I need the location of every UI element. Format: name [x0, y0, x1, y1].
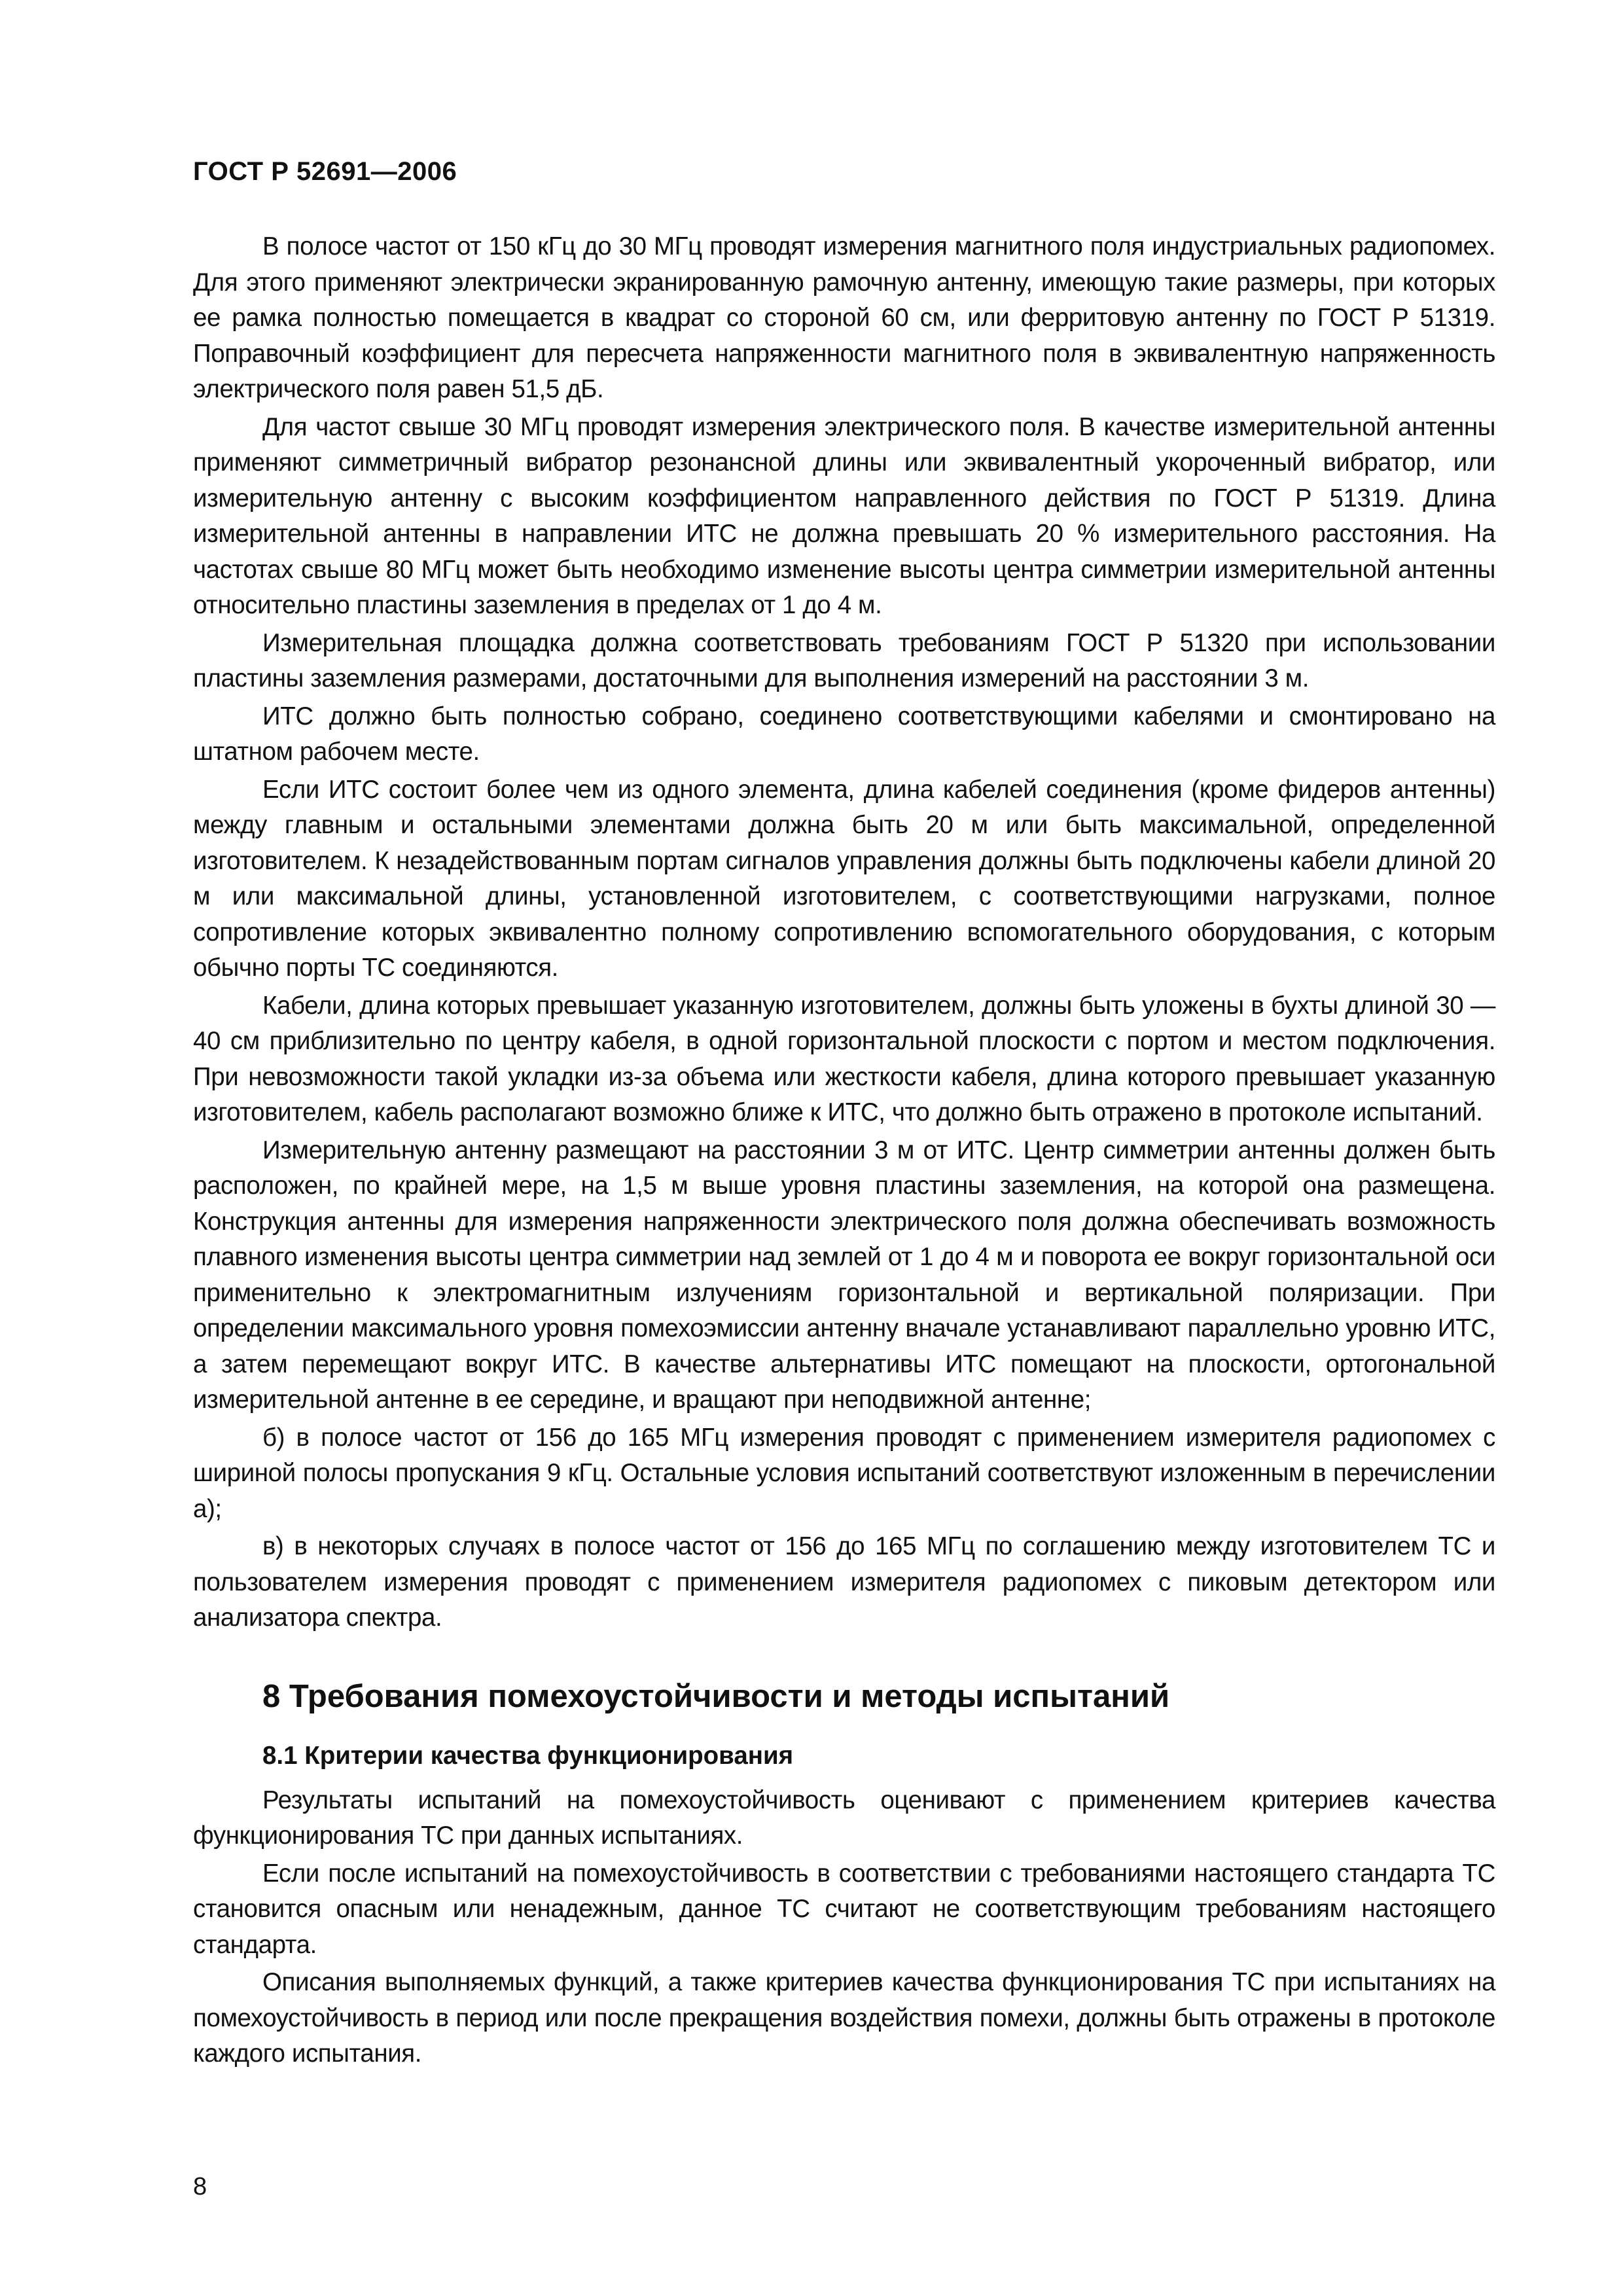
paragraph: Результаты испытаний на помехоустойчивость оценивают с применением критериев качества функционирования ТС при данных испытаниях.	[193, 1785, 1495, 1850]
list-item-v: в) в некоторых случаях в полосе частот от 156 до 165 МГц по соглашению между изготовителем ТС и пользователем измерения проводят с применением измерителя радиопомех с пиковым детектором или анализатора спектра.	[193, 1532, 1495, 1632]
paragraph: Измерительная площадка должна соответствовать требованиям ГОСТ Р 51320 при использовании пластины заземления размерами, достаточными для выполнения измерений на расстоянии 3 м.	[193, 628, 1495, 692]
paragraph: Если ИТС состоит более чем из одного элемента, длина кабелей соединения (кроме фидеров антенны) между главным и остальными элементами должна быть 20 м или быть максимальной, определенной изготовителем. К незадействованным портам сигналов управления должны быть подключены кабели длиной 20 м или максимальной длины, установленной изготовителем, с соответствующими нагрузками, полное сопротивление которых эквивалентно полному сопротивлению вспомогательного оборудования, с которым обычно порты ТС соединяются.	[193, 775, 1495, 982]
paragraph: В полосе частот от 150 кГц до 30 МГц проводят измерения магнитного поля индустриальных радиопомех. Для этого применяют электрически экранированную рамочную антенну, имеющую такие размеры, при которых ее рамка полностью помещается в квадрат со стороной 60 см, или ферритовую антенну по ГОСТ Р 51319. Поправочный коэффициент для пересчета напряженности магнитного поля в эквивалентную напряженность электрического поля равен 51,5 дБ.	[193, 232, 1495, 403]
paragraph: ИТС должно быть полностью собрано, соединено соответствующими кабелями и смонтировано на штатном рабочем месте.	[193, 702, 1495, 766]
page-number: 8	[193, 2173, 207, 2200]
subsection-heading: 8.1 Критерии качества функционирования	[262, 1741, 794, 1770]
section-heading: 8 Требования помехоустойчивости и методы испытаний	[262, 1678, 1170, 1714]
list-item-b: б) в полосе частот от 156 до 165 МГц измерения проводят с применением измерителя радиопомех с шириной полосы пропускания 9 кГц. Остальные условия испытаний соответствуют изложенным в перечислении а);	[193, 1423, 1495, 1523]
document-header: ГОСТ Р 52691—2006	[193, 157, 457, 186]
document-body	[193, 229, 1495, 2074]
paragraph: Для частот свыше 30 МГц проводят измерения электрического поля. В качестве измерительной антенны применяют симметричный вибратор резонансной длины или эквивалентный укороченный вибратор, или измерительную антенну с высоким коэффициентом направленного действия по ГОСТ Р 51319. Длина измерительной антенны в направлении ИТС не должна превышать 20 % измерительного расстояния. На частотах свыше 80 МГц может быть необходимо изменение высоты центра симметрии измерительной антенны относительно пластины заземления в пределах от 1 до 4 м.	[193, 412, 1495, 619]
paragraph: Измерительную антенну размещают на расстоянии 3 м от ИТС. Центр симметрии антенны должен быть расположен, по крайней мере, на 1,5 м выше уровня пластины заземления, на которой она размещена. Конструкция антенны для измерения напряженности электрического поля должна обеспечивать возможность плавного изменения высоты центра симметрии над землей от 1 до 4 м и поворота ее вокруг горизонтальной оси применительно к электромагнитным излучениям горизонтальной и вертикальной поляризации. При определении максимального уровня помехоэмиссии антенну вначале устанавливают параллельно уровню ИТС, а затем перемещают вокруг ИТС. В качестве альтернативы ИТС помещают на плоскости, ортогональной измерительной антенне в ее середине, и вращают при неподвижной антенне;	[193, 1136, 1495, 1414]
paragraph: Если после испытаний на помехоустойчивость в соответствии с требованиями настоящего стандарта ТС становится опасным или ненадежным, данное ТС считают не соответствующим требованиям настоящего стандарта.	[193, 1859, 1495, 1959]
paragraph: Кабели, длина которых превышает указанную изготовителем, должны быть уложены в бухты длиной 30 — 40 см приблизительно по центру кабеля, в одной горизонтальной плоскости с портом и местом подключения. При невозможности такой укладки из-за объема или жесткости кабеля, длина которого превышает указанную изготовителем, кабель располагают возможно ближе к ИТС, что должно быть отражено в протоколе испытаний.	[193, 991, 1495, 1126]
paragraph: Описания выполняемых функций, а также критериев качества функционирования ТС при испытаниях на помехоустойчивость в период или после прекращения воздействия помехи, должны быть отражены в протоколе каждого испытания.	[193, 1968, 1495, 2068]
